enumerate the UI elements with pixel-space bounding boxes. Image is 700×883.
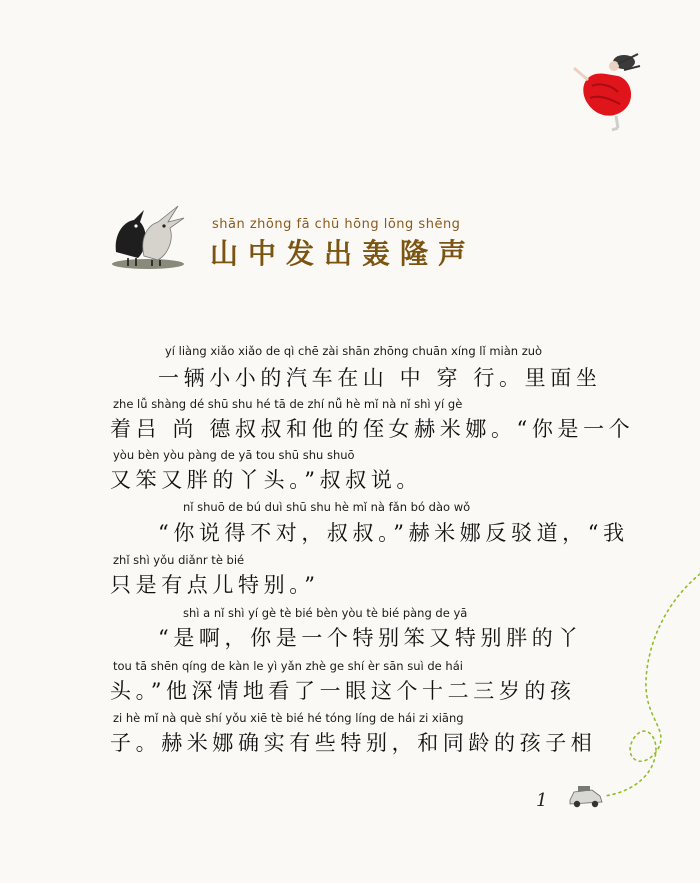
title-pinyin: shān zhōng fā chū hōng lōng shēng (212, 217, 461, 232)
pinyin-line: yòu bèn yòu pàng de yā tou shū shu shuō (113, 448, 355, 462)
pinyin-line: zi hè mǐ nà què shí yǒu xiē tè bié hé tóng líng de hái zi xiāng (113, 711, 464, 725)
page-number: 1 (536, 790, 548, 811)
dancer-illustration (566, 46, 648, 132)
dotted-trail-decoration (560, 570, 700, 810)
pinyin-line: zhǐ shì yǒu diǎnr tè bié (113, 553, 245, 567)
pinyin-line: shì a nǐ shì yí gè tè bié bèn yòu tè bié pàng de yā (183, 606, 468, 620)
crows-illustration (108, 200, 188, 272)
text-line: 头。”他深情地看了一眼这个十二三岁的孩 (110, 679, 576, 703)
text-line: 子。赫米娜确实有些特别，和同龄的孩子相 (110, 731, 597, 755)
text-line: 一辆小小的汽车在山 中 穿 行。里面坐 (158, 366, 602, 390)
pinyin-line: zhe lǚ shàng dé shū shu hé tā de zhí nǚ hè mǐ nà nǐ shì yí gè (113, 397, 463, 411)
pinyin-line: yí liàng xiǎo xiǎo de qì chē zài shān zhōng chuān xíng lǐ miàn zuò (165, 344, 543, 358)
car-illustration (566, 782, 606, 810)
text-line: 又笨又胖的丫头。”叔叔说。 (110, 468, 423, 492)
pinyin-line: nǐ shuō de bú duì shū shu hè mǐ nà fǎn bó dào wǒ (183, 500, 471, 514)
page-title: 山中发出轰隆声 (210, 237, 477, 270)
pinyin-line: tou tā shēn qíng de kàn le yì yǎn zhè ge shí èr sān suì de hái (113, 659, 463, 673)
text-line: “你说得不对，叔叔。”赫米娜反驳道，“我 (158, 521, 629, 545)
text-line: 着吕 尚 德叔叔和他的侄女赫米娜。“你是一个 (110, 417, 635, 441)
text-line: 只是有点儿特别。” (110, 573, 320, 597)
text-line: “是啊，你是一个特别笨又特别胖的丫 (158, 626, 583, 650)
